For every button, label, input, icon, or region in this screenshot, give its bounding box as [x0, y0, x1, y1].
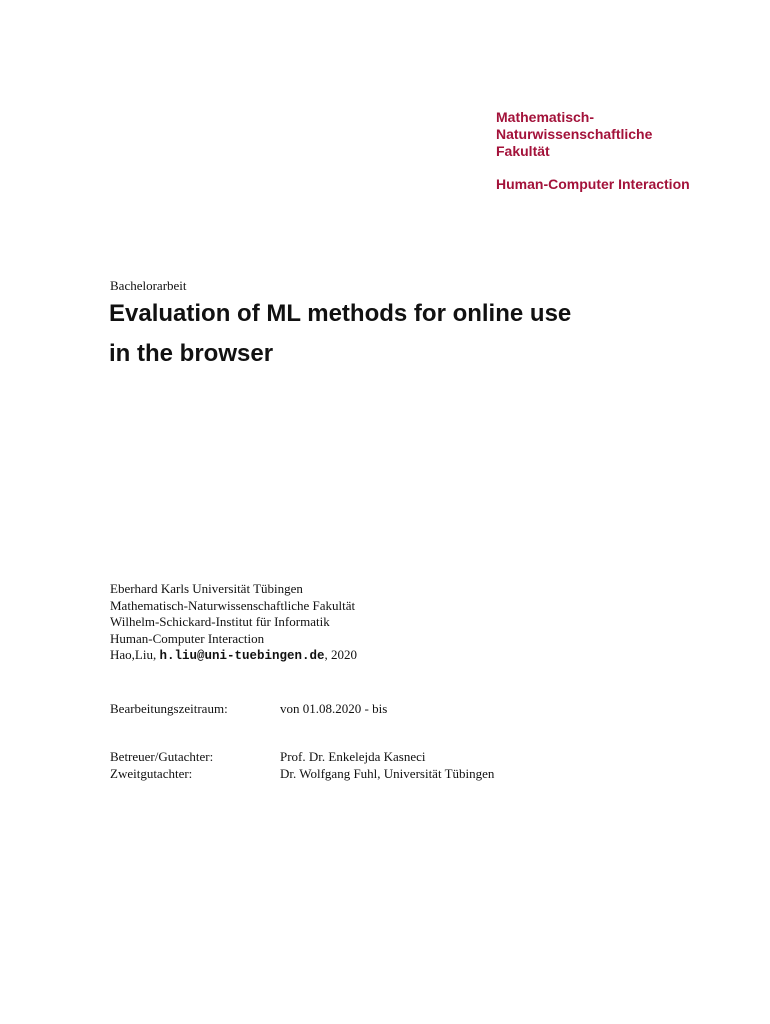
- period-row: [110, 701, 387, 718]
- department-name: Human-Computer Interaction: [496, 176, 690, 192]
- faculty-name-line1: Mathematisch-: [496, 109, 595, 125]
- institution-block: [110, 581, 357, 665]
- author-name: Hao,Liu,: [110, 647, 157, 662]
- thesis-title-line1: Evaluation of ML methods for online use: [109, 300, 572, 327]
- period-value: von 01.08.2020 - bis: [280, 701, 388, 716]
- university-name: Eberhard Karls Universität Tübingen: [110, 581, 303, 596]
- group-name: Human-Computer Interaction: [110, 630, 265, 646]
- faculty-name-line3: Fakultät: [496, 143, 550, 159]
- thesis-type: Bachelorarbeit: [110, 278, 187, 293]
- institute-name: Wilhelm-Schickard-Institut für Informatik: [110, 614, 330, 629]
- supervisor-row: [110, 749, 425, 766]
- author-line: [110, 647, 357, 665]
- author-email[interactable]: h.liu@uni-tuebingen.de: [159, 649, 325, 663]
- author-year: , 2020: [324, 647, 357, 662]
- thesis-title-line2: in the browser: [109, 340, 274, 367]
- second-reviewer-label: Zweitgutachter:: [110, 765, 193, 781]
- faculty-header: [496, 109, 756, 193]
- second-reviewer-row: [110, 766, 494, 783]
- faculty-full-name: Mathematisch-Naturwissenschaftliche Fakultät: [110, 597, 356, 613]
- thesis-title: [109, 296, 571, 372]
- second-reviewer-value: Dr. Wolfgang Fuhl, Universität Tübingen: [280, 765, 495, 781]
- supervisor-label: Betreuer/Gutachter:: [110, 749, 214, 764]
- supervisor-value: Prof. Dr. Enkelejda Kasneci: [280, 749, 426, 764]
- period-label: Bearbeitungszeitraum:: [110, 701, 228, 716]
- faculty-name-line2: Naturwissenschaftliche: [496, 126, 653, 142]
